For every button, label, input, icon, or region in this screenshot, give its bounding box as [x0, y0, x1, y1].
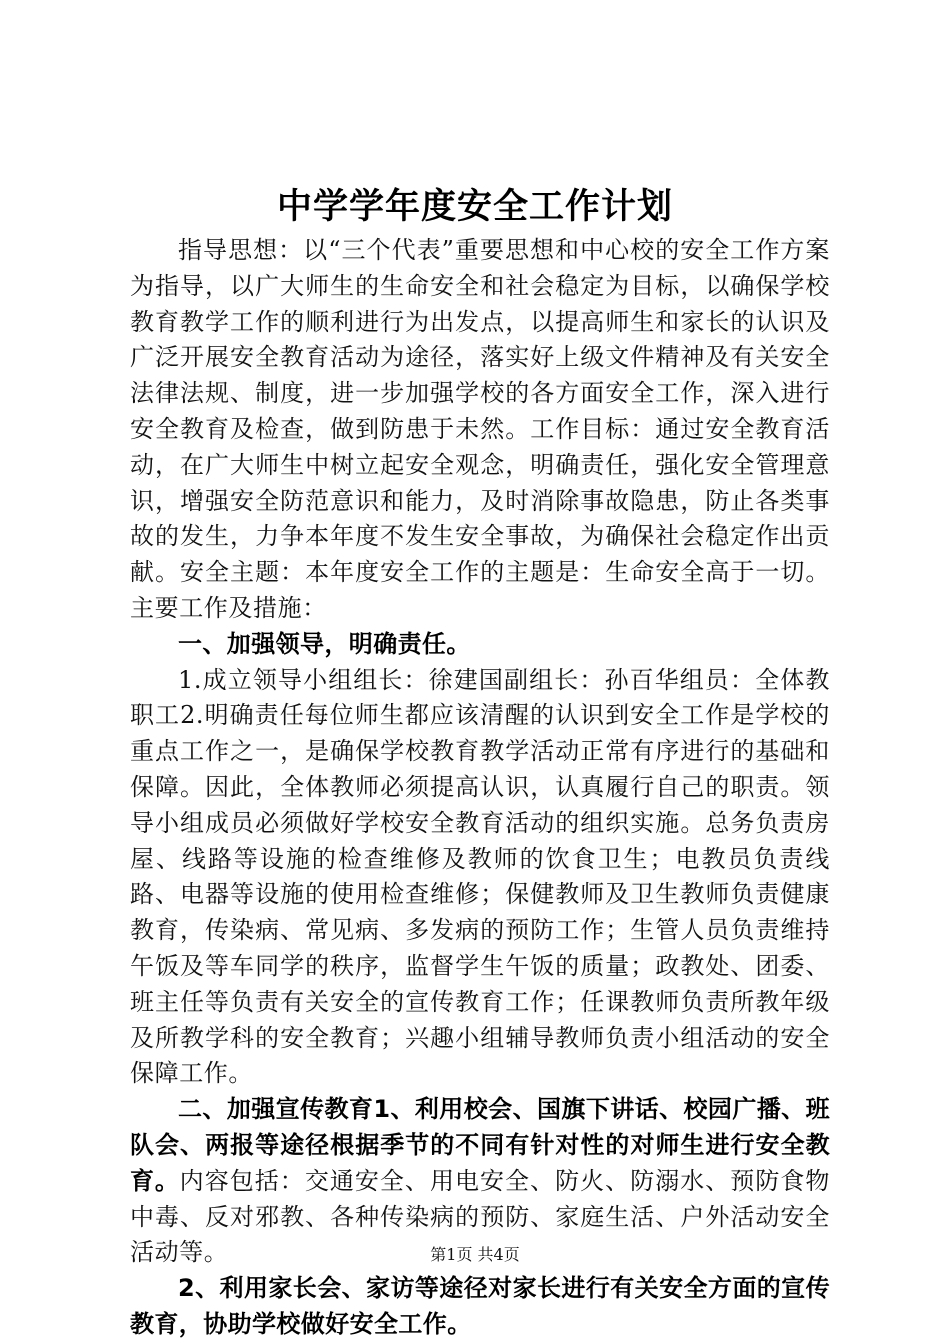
- document-body: [130, 233, 830, 1343]
- paragraph-leadership-group: 1.成立领导小组组长：徐建国副组长：孙百华组员：全体教职工2.明确责任每位师生都应该清醒的认识到安全工作是学校的重点工作之一，是确保学校教育教学活动正常有序进行的基础和保障。因此，全体教师必须提高认识，认真履行自己的职责。领导小组成员必须做好学校安全教育活动的组织实施。总务负责房屋、线路等设施的检查维修及教师的饮食卫生；电教员负责线路、电器等设施的使用检查维修；保健教师及卫生教师负责健康教育，传染病、常见病、多发病的预防工作；生管人员负责维持午饭及等车同学的秩序，监督学生午饭的质量；政教处、团委、班主任等负责有关安全的宣传教育工作；任课教师负责所教年级及所教学科的安全教育；兴趣小组辅导教师负责小组活动的安全保障工作。: [130, 665, 830, 1088]
- publicity-education-bold-text: 二、加强宣传教育1、利用校会、国旗下讲话、校园广播、班队会、两报等途径根据季节的不同有针对性的对师生进行安全教育。: [130, 1095, 830, 1195]
- paragraph-guiding-ideology: 指导思想：以“三个代表”重要思想和中心校的安全工作方案为指导，以广大师生的生命安全和社会稳定为目标，以确保学校教育教学工作的顺利进行为出发点，以提高师生和家长的认识及广泛开展安全教育活动为途径，落实好上级文件精神及有关安全法律法规、制度，进一步加强学校的各方面安全工作，深入进行安全教育及检查，做到防患于未然。工作目标：通过安全教育活动，在广大师生中树立起安全观念，明确责任，强化安全管理意识，增强安全防范意识和能力，及时消除事故隐患，防止各类事故的发生，力争本年度不发生安全事故，为确保社会稳定作出贡献。安全主题：本年度安全工作的主题是：生命安全高于一切。主要工作及措施：: [130, 236, 830, 622]
- publicity-education-content: 内容包括：交通安全、用电安全、防火、防溺水、预防食物中毒、反对邪教、各种传染病的预防、家庭生活、户外活动安全活动等。: [130, 1166, 830, 1267]
- paragraph-parent-education: 2、利用家长会、家访等途径对家长进行有关安全方面的宣传教育，协助学校做好安全工作。: [130, 1274, 830, 1338]
- document-title: 中学学年度安全工作计划: [276, 187, 673, 227]
- page-number-footer: 第1页 共4页: [430, 1245, 520, 1264]
- heading-leadership: 一、加强领导，明确责任。: [178, 629, 471, 658]
